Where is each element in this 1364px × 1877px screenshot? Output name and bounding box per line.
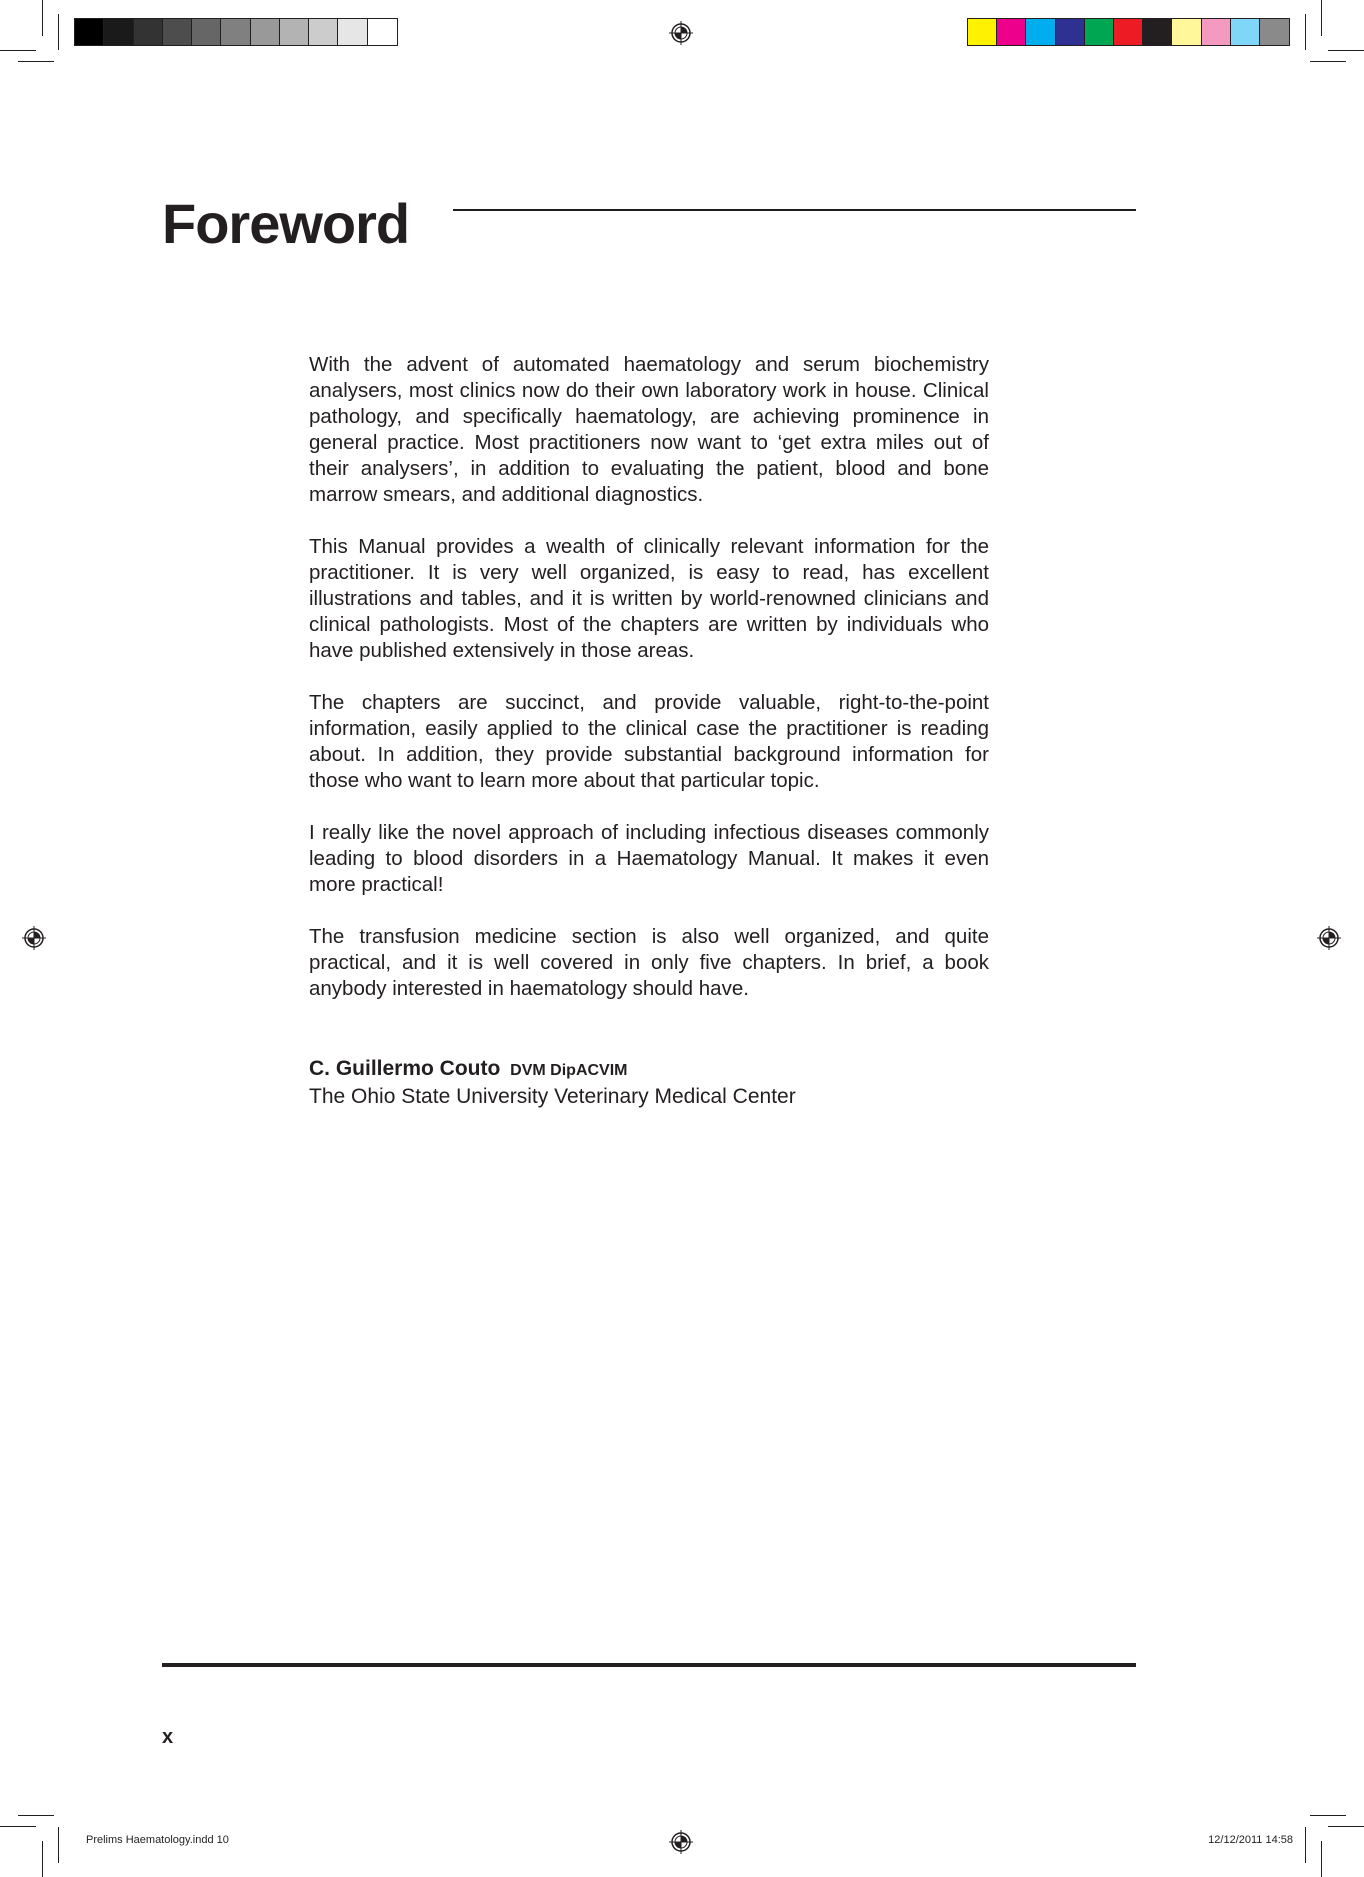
gray-swatch	[221, 19, 250, 45]
author-signature	[309, 1056, 989, 1110]
crop-mark	[1305, 14, 1306, 50]
paragraph: I really like the novel approach of including infectious diseases commonly leading to blood disorders in a Haematology Manual. It makes it even more practical!	[309, 821, 989, 896]
gray-swatch	[280, 19, 309, 45]
crop-mark	[58, 14, 59, 50]
page-title: Foreword	[162, 192, 410, 255]
color-swatch	[1231, 19, 1260, 45]
color-swatch	[1085, 19, 1114, 45]
foreword-body	[309, 352, 989, 1028]
registration-target-icon	[1317, 926, 1341, 950]
slug-timestamp: 12/12/2011 14:58	[1208, 1834, 1293, 1846]
crop-mark	[1321, 1841, 1322, 1877]
gray-swatch	[192, 19, 221, 45]
color-swatch	[1260, 19, 1289, 45]
process-color-control-strip	[967, 18, 1290, 46]
registration-target-icon	[669, 21, 693, 45]
gray-swatch	[163, 19, 192, 45]
page-number: x	[162, 1726, 174, 1748]
crop-mark	[18, 1815, 54, 1816]
gray-swatch	[134, 19, 163, 45]
color-swatch	[968, 19, 997, 45]
paragraph: The transfusion medicine section is also well organized, and quite practical, and it is well covered in only five chapters. In brief, a book anybody interested in haematology should have.	[309, 925, 989, 1000]
color-swatch	[1056, 19, 1085, 45]
crop-mark	[42, 1841, 43, 1877]
paragraph: This Manual provides a wealth of clinically relevant information for the practitioner. It is very well organized, is easy to read, has excellent illustrations and tables, and it is written by world-renowned clinicians and clinical pathologists. Most of the chapters are written by individuals who have published extensively in those areas.	[309, 535, 989, 662]
registration-target-icon	[669, 1830, 693, 1854]
color-swatch	[1202, 19, 1231, 45]
footer-rule	[162, 1663, 1136, 1667]
crop-mark	[42, 0, 43, 36]
gray-swatch	[368, 19, 397, 45]
crop-mark	[1310, 1815, 1346, 1816]
gray-swatch	[104, 19, 133, 45]
crop-mark	[0, 50, 36, 51]
color-swatch	[1026, 19, 1055, 45]
color-swatch	[1172, 19, 1201, 45]
gray-swatch	[309, 19, 338, 45]
crop-mark	[1305, 1827, 1306, 1863]
crop-mark	[58, 1827, 59, 1863]
author-name: C. Guillermo Couto	[309, 1057, 501, 1080]
color-swatch	[997, 19, 1026, 45]
crop-mark	[1321, 0, 1322, 36]
crop-mark	[1328, 1826, 1364, 1827]
registration-target-icon	[22, 926, 46, 950]
author-affiliation: The Ohio State University Veterinary Medical Center	[309, 1085, 796, 1108]
title-rule	[453, 209, 1136, 211]
slug-filename: Prelims Haematology.indd 10	[86, 1834, 229, 1846]
crop-mark	[0, 1826, 36, 1827]
grayscale-control-strip	[74, 18, 398, 46]
paragraph: The chapters are succinct, and provide valuable, right-to-the-point information, easily applied to the clinical case the practitioner is reading about. In addition, they provide substantial background information for those who want to learn more about that particular topic.	[309, 691, 989, 792]
gray-swatch	[251, 19, 280, 45]
gray-swatch	[75, 19, 104, 45]
author-credentials: DVM DipACVIM	[510, 1062, 628, 1079]
color-swatch	[1143, 19, 1172, 45]
color-swatch	[1114, 19, 1143, 45]
gray-swatch	[338, 19, 367, 45]
crop-mark	[1310, 61, 1346, 62]
crop-mark	[1328, 50, 1364, 51]
crop-mark	[18, 61, 54, 62]
paragraph: With the advent of automated haematology and serum biochemistry analysers, most clinics now do their own laboratory work in house. Clinical pathology, and specifically haematology, are achieving prominence in general practice. Most practitioners now want to ‘get extra miles out of their analysers’, in addition to evaluating the patient, blood and bone marrow smears, and additional diagnostics.	[309, 353, 989, 506]
